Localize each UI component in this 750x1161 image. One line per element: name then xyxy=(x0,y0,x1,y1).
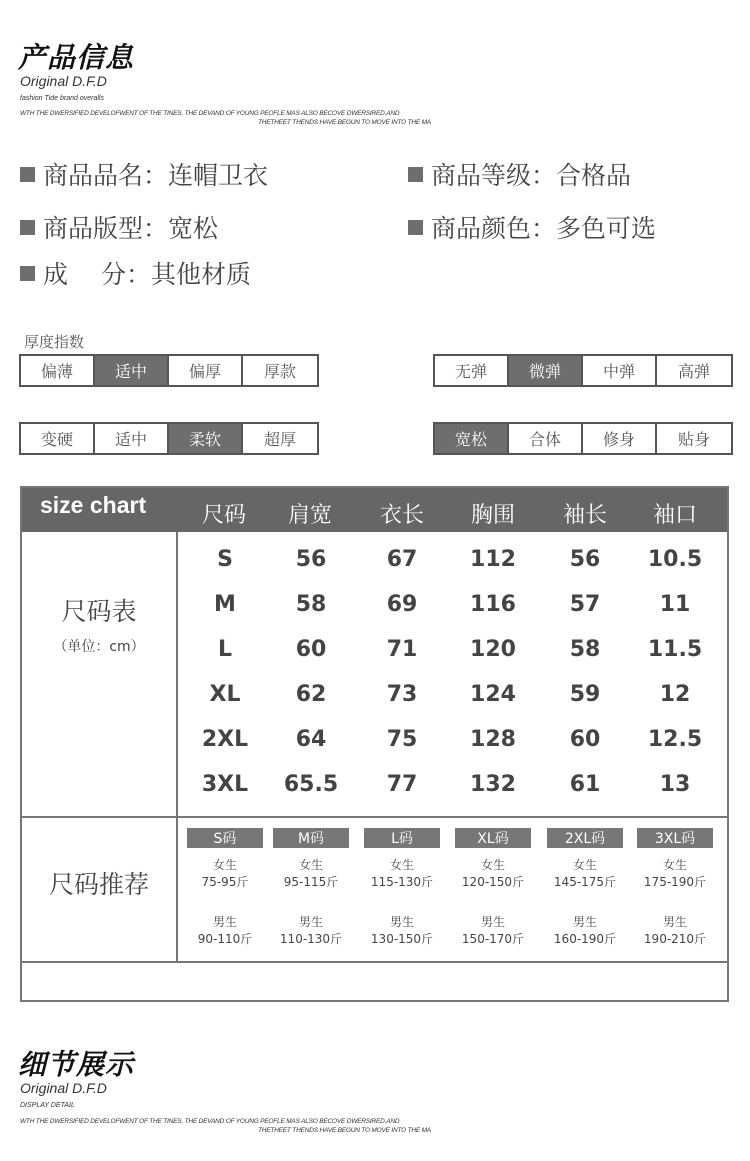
softness-option: 超厚 xyxy=(243,424,317,453)
fit-option: 贴身 xyxy=(657,424,731,453)
size-cell: 58 xyxy=(569,637,601,662)
header-body-line-1: WTH THE DWERSIFIED DEVELOFWENT OF THE TINES, THE DEVAND OF YOUNG PEOFLE MAS ALSO BECOVE DWERSIRED,AND xyxy=(20,110,400,117)
size-cell: 60 xyxy=(295,637,327,662)
size-cell: 64 xyxy=(295,727,327,752)
col-header-size: 尺码 xyxy=(201,503,246,528)
size-cell: 11 xyxy=(659,592,691,617)
size-cell: 62 xyxy=(295,682,327,707)
bullet-square-icon xyxy=(408,167,423,182)
size-cell: 2XL xyxy=(201,727,249,752)
recommend-female-label: 女生 xyxy=(212,858,237,872)
section-title-detail-display: 细节展示 xyxy=(18,1048,135,1081)
recommend-female: 175-190斤 xyxy=(643,875,707,889)
info-product-material xyxy=(20,255,251,291)
info-product-color-text: 商品颜色：多色可选 xyxy=(431,214,657,243)
size-badge: 2XL码 xyxy=(547,828,623,848)
size-cell: 60 xyxy=(569,727,601,752)
recommend-female: 145-175斤 xyxy=(553,875,617,889)
size-badge: XL码 xyxy=(455,828,531,848)
softness-option: 柔软 xyxy=(169,424,243,453)
info-product-name-text: 商品品名：连帽卫衣 xyxy=(43,161,269,190)
section-title-product-info: 产品信息 xyxy=(18,41,135,74)
softness-option: 适中 xyxy=(95,424,169,453)
info-product-name xyxy=(20,156,268,192)
header-body-line-1: WTH THE DWERSIFIED DEVELOFWENT OF THE TINES, THE DEVAND OF YOUNG PEOFLE MAS ALSO BECOVE DWERSIRED,AND xyxy=(20,1118,400,1125)
recommend-male: 190-210斤 xyxy=(643,932,707,946)
recommend-male: 160-190斤 xyxy=(553,932,617,946)
recommend-male-label: 男生 xyxy=(212,915,237,929)
display-detail-label: DISPLAY DETAIL xyxy=(20,1102,75,1109)
recommend-male-label: 男生 xyxy=(298,915,323,929)
bullet-square-icon xyxy=(20,167,35,182)
size-cell: 56 xyxy=(295,547,327,572)
brand-subtitle: Original D.F.D xyxy=(20,1080,107,1096)
size-chart-title: size chart xyxy=(40,492,147,518)
size-cell: 69 xyxy=(386,592,418,617)
info-product-fit xyxy=(20,209,218,245)
elasticity-option: 中弹 xyxy=(583,356,657,385)
size-cell: M xyxy=(214,592,236,617)
size-cell: 71 xyxy=(386,637,418,662)
recommend-female: 115-130斤 xyxy=(370,875,434,889)
size-cell: 120 xyxy=(470,637,516,662)
recommend-male-label: 男生 xyxy=(572,915,597,929)
recommend-male: 130-150斤 xyxy=(370,932,434,946)
recommend-female-label: 女生 xyxy=(389,858,414,872)
col-header-sleeve: 袖长 xyxy=(562,503,607,528)
recommend-female-label: 女生 xyxy=(662,858,687,872)
info-product-material-text: 成 分：其他材质 xyxy=(43,260,251,289)
recommend-female-label: 女生 xyxy=(572,858,597,872)
size-cell: 12 xyxy=(659,682,691,707)
size-recommend-label: 尺码推荐 xyxy=(48,870,149,899)
table-divider-horizontal xyxy=(22,816,727,818)
fit-scale xyxy=(433,422,733,455)
col-header-chest: 胸围 xyxy=(470,503,515,528)
size-cell: 10.5 xyxy=(647,547,703,572)
recommend-female: 120-150斤 xyxy=(461,875,525,889)
size-cell: 65.5 xyxy=(283,772,339,797)
recommend-female: 95-115斤 xyxy=(283,875,339,889)
thickness-option: 偏薄 xyxy=(21,356,95,385)
col-header-shoulder: 肩宽 xyxy=(287,503,332,528)
bullet-square-icon xyxy=(20,220,35,235)
recommend-female-label: 女生 xyxy=(480,858,505,872)
size-cell: 11.5 xyxy=(647,637,703,662)
size-unit-label: （单位：cm） xyxy=(53,639,145,655)
size-cell: 59 xyxy=(569,682,601,707)
size-table-header xyxy=(22,488,727,532)
bullet-square-icon xyxy=(408,220,423,235)
size-cell: 75 xyxy=(386,727,418,752)
thickness-option: 偏厚 xyxy=(169,356,243,385)
recommend-male: 110-130斤 xyxy=(279,932,343,946)
size-cell: 67 xyxy=(386,547,418,572)
size-cell: 13 xyxy=(659,772,691,797)
size-badge: M码 xyxy=(273,828,349,848)
size-cell: 112 xyxy=(470,547,516,572)
size-cell: 57 xyxy=(569,592,601,617)
size-cell: XL xyxy=(209,682,241,707)
size-cell: 132 xyxy=(470,772,516,797)
elasticity-option: 微弹 xyxy=(509,356,583,385)
softness-scale xyxy=(19,422,319,455)
softness-option: 变硬 xyxy=(21,424,95,453)
info-product-color xyxy=(408,209,656,245)
thickness-option: 适中 xyxy=(95,356,169,385)
header-body-line-2: THETHEET THENDS HAVE BEGUN TO MOVE INTO THE MA xyxy=(258,119,431,126)
col-header-cuff: 袖口 xyxy=(652,503,697,528)
thickness-index-label: 厚度指数 xyxy=(24,333,85,351)
size-cell: 3XL xyxy=(201,772,249,797)
table-divider-vertical xyxy=(176,532,178,963)
info-product-grade-text: 商品等级：合格品 xyxy=(431,161,632,190)
elasticity-option: 高弹 xyxy=(657,356,731,385)
recommend-female-label: 女生 xyxy=(298,858,323,872)
header-body-line-2: THETHEET THENDS HAVE BEGUN TO MOVE INTO THE MA xyxy=(258,1127,431,1134)
recommend-male-label: 男生 xyxy=(480,915,505,929)
recommend-male: 150-170斤 xyxy=(461,932,525,946)
size-cell: 116 xyxy=(470,592,516,617)
size-table-label: 尺码表 xyxy=(61,597,137,626)
size-table xyxy=(20,486,729,1002)
size-badge: 3XL码 xyxy=(637,828,713,848)
elasticity-scale xyxy=(433,354,733,387)
size-cell: 124 xyxy=(470,682,516,707)
brand-tagline: fashion Tide brand overalls xyxy=(20,95,104,102)
recommend-male-label: 男生 xyxy=(662,915,687,929)
size-cell: 128 xyxy=(470,727,516,752)
fit-option: 合体 xyxy=(509,424,583,453)
recommend-male-label: 男生 xyxy=(389,915,414,929)
size-cell: S xyxy=(217,547,233,572)
size-badge: L码 xyxy=(364,828,440,848)
brand-subtitle: Original D.F.D xyxy=(20,73,107,89)
fit-option: 宽松 xyxy=(435,424,509,453)
recommend-male: 90-110斤 xyxy=(197,932,253,946)
elasticity-option: 无弹 xyxy=(435,356,509,385)
fit-option: 修身 xyxy=(583,424,657,453)
info-product-fit-text: 商品版型：宽松 xyxy=(43,214,219,243)
recommend-female: 75-95斤 xyxy=(201,875,249,889)
size-cell: 58 xyxy=(295,592,327,617)
size-cell: 77 xyxy=(386,772,418,797)
thickness-option: 厚款 xyxy=(243,356,317,385)
thickness-scale xyxy=(19,354,319,387)
size-cell: 56 xyxy=(569,547,601,572)
info-product-grade xyxy=(408,156,631,192)
size-cell: 12.5 xyxy=(647,727,703,752)
bullet-square-icon xyxy=(20,266,35,281)
col-header-length: 衣长 xyxy=(379,503,424,528)
size-cell: 73 xyxy=(386,682,418,707)
size-cell: L xyxy=(217,637,233,662)
table-divider-horizontal xyxy=(22,961,727,963)
size-cell: 61 xyxy=(569,772,601,797)
size-badge: S码 xyxy=(187,828,263,848)
